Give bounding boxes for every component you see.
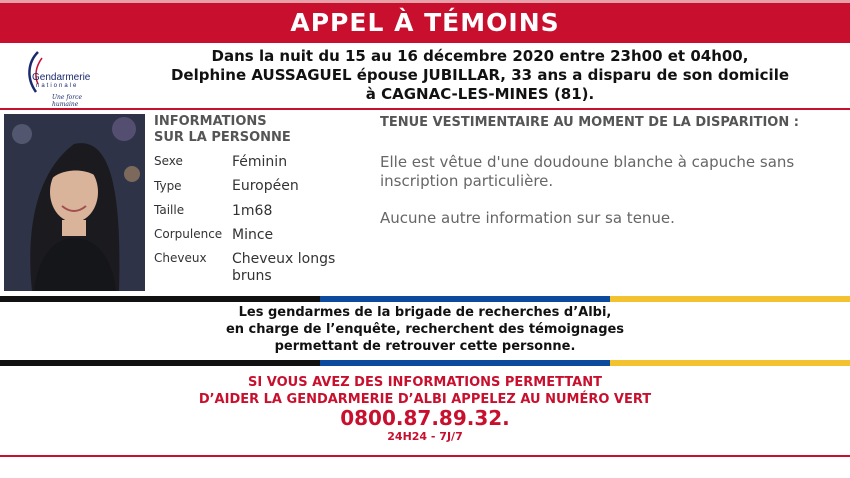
investigation-line: Les gendarmes de la brigade de recherches d’Albi, — [238, 305, 612, 320]
type-label: Type — [154, 179, 182, 193]
headline-line: à CAGNAC-LES-MINES (81). — [365, 85, 595, 103]
red-divider — [0, 455, 850, 457]
person-info-title-line: INFORMATIONS — [154, 114, 267, 129]
person-info-title-line: SUR LA PERSONNE — [154, 130, 291, 145]
title-banner — [0, 0, 850, 43]
headline-line: Dans la nuit du 15 au 16 décembre 2020 entre 23h00 et 04h00, — [211, 47, 749, 65]
cta-line: D’AIDER LA GENDARMERIE D’ALBI APPELEZ AU NUMÉRO VERT — [198, 392, 652, 407]
hair-value-line: bruns — [232, 268, 272, 284]
build-label: Corpulence — [154, 227, 223, 241]
hotline-hours: 24H24 - 7J/7 — [387, 430, 463, 443]
red-divider — [0, 108, 850, 110]
clothing-description: Elle est vêtue d'une doudoune blanche à capuche sans inscription particulière. — [380, 153, 795, 190]
type-value: Européen — [232, 178, 299, 194]
logo-tagline: Une force humaine — [52, 94, 82, 108]
hotline-number: 0800.87.89.32. — [340, 406, 510, 430]
height-label: Taille — [154, 203, 185, 217]
cta-line: SI VOUS AVEZ DES INFORMATIONS PERMETTANT — [248, 375, 602, 390]
logo-subtitle: nationale — [36, 83, 79, 89]
hair-value — [232, 251, 335, 285]
investigation-line: permettant de retrouver cette personne. — [274, 339, 576, 354]
tricolor-stripe — [0, 360, 850, 366]
clothing-title: TENUE VESTIMENTAIRE AU MOMENT DE LA DISPARITION : — [380, 115, 799, 130]
call-to-action — [0, 374, 850, 408]
hair-value-line: Cheveux longs — [232, 251, 336, 267]
logo-wordmark: Gendarmerie — [32, 72, 91, 83]
portrait-photo-icon — [4, 114, 145, 291]
sex-value: Féminin — [232, 154, 288, 170]
build-value: Mince — [232, 227, 274, 243]
person-info-title — [154, 114, 291, 146]
missing-person-photo — [4, 114, 145, 291]
height-value: 1m68 — [232, 203, 273, 219]
banner-title: APPEL À TÉMOINS — [290, 8, 560, 37]
gendarmerie-logo — [22, 48, 104, 108]
tricolor-stripe — [0, 296, 850, 302]
disappearance-headline — [110, 47, 850, 104]
sex-label: Sexe — [154, 154, 183, 168]
investigation-notice — [0, 304, 850, 355]
headline-line: Delphine AUSSAGUEL épouse JUBILLAR, 33 ans a disparu de son domicile — [170, 66, 790, 84]
clothing-note: Aucune autre information sur sa tenue. — [380, 209, 675, 227]
investigation-line: en charge de l’enquête, recherchent des témoignages — [225, 322, 625, 337]
hair-label: Cheveux — [154, 251, 207, 265]
